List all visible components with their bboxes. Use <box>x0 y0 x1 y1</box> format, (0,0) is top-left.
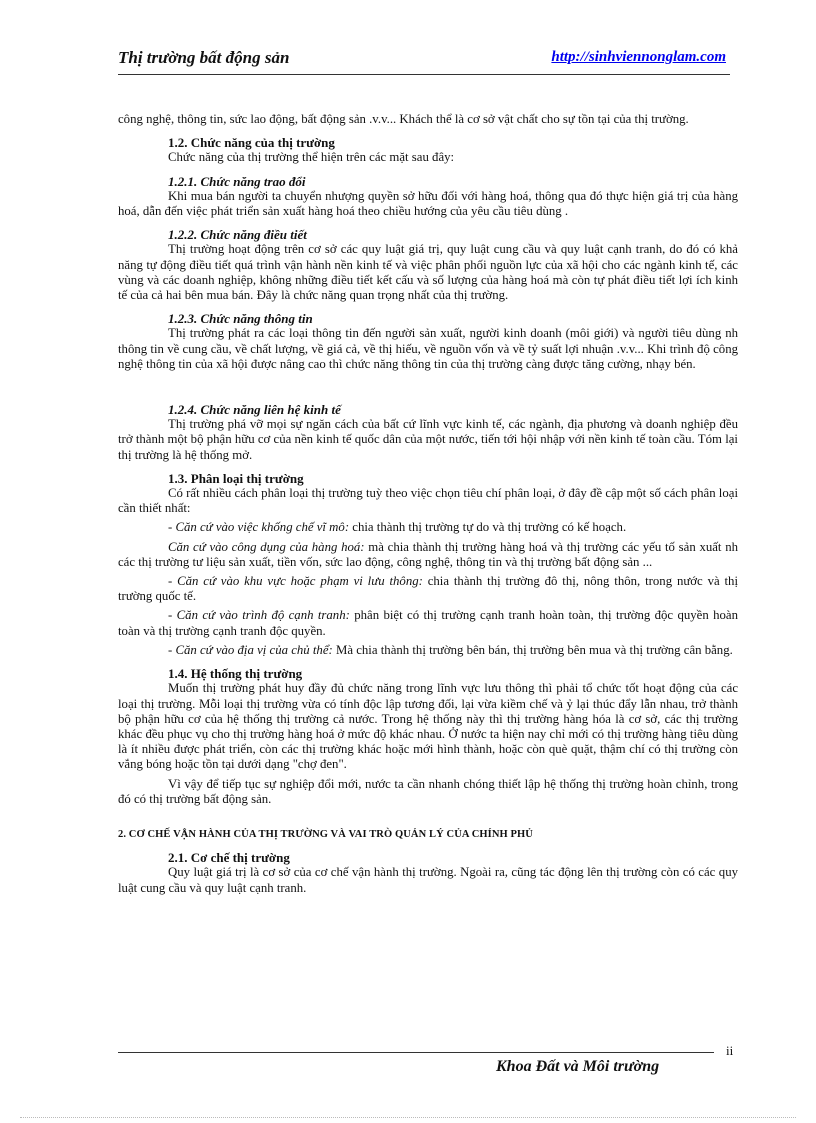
criterion-item <box>118 608 738 638</box>
header-url-link[interactable]: http://sinhviennonglam.com <box>551 49 726 65</box>
criterion-text: chia thành thị trường đô thị, nông thôn, trong nước và thị trường quốc tế. <box>118 574 738 604</box>
heading-1-2-4: 1.2.4. Chức năng liên hệ kinh tế <box>168 402 341 418</box>
criterion-item <box>118 643 738 658</box>
heading-1-2-2: 1.2.2. Chức năng điều tiết <box>168 227 307 243</box>
heading-1-2: 1.2. Chức năng của thị trường <box>168 135 335 151</box>
paragraph: Muốn thị trường phát huy đầy đủ chức năng trong lĩnh vực lưu thông thì phải tổ chức tốt hoạt động của các loại thị trường. Mỗi loại thị trường vừa có tính độc lập tương đối, lại vừa kiềm chế và ỷ lại thúc đẩy lẫn nhau, trở thành bộ phận hữu cơ của hệ thống thị trường cả nước. Trong hệ thống này thì thị trường hàng hóa là cơ sở, các thị trường khác đều phục vụ cho thị trường hàng hoá ở mức độ khác nhau. Ở nước ta hiện nay chỉ mới có thị trường hàng tiêu dùng là ít nhiều được phát triển, còn các thị trường khác hoặc mới hình thành, hoặc còn què quặt, thậm chí có thị trường còn vắng bóng hoặc tồn tại dưới dạng "chợ đen". <box>118 681 738 772</box>
heading-2-1: 2.1. Cơ chế thị trường <box>168 850 290 866</box>
criterion-label: - Căn cứ vào trình độ cạnh tranh: <box>168 608 350 623</box>
heading-1-3: 1.3. Phân loại thị trường <box>168 470 304 486</box>
paragraph: Có rất nhiều cách phân loại thị trường tuỳ theo việc chọn tiêu chí phân loại, ở đây đề cập một số cách phân loại cần thiết nhất: <box>118 486 738 516</box>
criterion-label: - Căn cứ vào việc khống chế vĩ mô: <box>168 520 350 535</box>
footer-divider <box>118 1052 714 1053</box>
paragraph: Thị trường phát ra các loại thông tin đến người sản xuất, người kinh doanh (môi giới) và người tiêu dùng nh thông tin về cung cầu, về chất lượng, về giá cả, về thị hiếu, về nguồn vốn và về tỷ suất lợi nhuận .v.v... Khi trình độ công nghệ thông tin của xã hội được nâng cao thì chức năng thông tin của thị trường càng được tăng cường, nhạy bén. <box>118 326 738 371</box>
criterion-item <box>118 520 738 535</box>
paragraph: Vì vậy để tiếp tục sự nghiệp đổi mới, nước ta cần nhanh chóng thiết lập hệ thống thị trường hoàn chỉnh, trong đó có thị trường bất động sản. <box>118 776 738 806</box>
paragraph: Khi mua bán người ta chuyển nhượng quyền sở hữu đối với hàng hoá, thông qua đó thực hiện giá trị của hàng hoá, dẫn đến việc phát triển sản xuất hàng hoá theo chiều hướng của yêu cầu tiêu dùng . <box>118 188 738 219</box>
header-title: Thị trường bất động sản <box>118 48 290 67</box>
criterion-label: Căn cứ vào công dụng của hàng hoá: <box>168 539 365 554</box>
paragraph: công nghệ, thông tin, sức lao động, bất động sản .v.v... Khách thể là cơ sở vật chất cho sự tồn tại của thị trường. <box>118 112 689 126</box>
criterion-label: - Căn cứ vào địa vị của chủ thể: <box>168 642 333 657</box>
header-divider <box>118 74 730 75</box>
paragraph: Chức năng của thị trường thể hiện trên các mặt sau đây: <box>168 150 455 165</box>
heading-1-2-3: 1.2.3. Chức năng thông tin <box>168 311 313 327</box>
paragraph: Thị trường phá vỡ mọi sự ngăn cách của bất cứ lĩnh vực kinh tế, các ngành, địa phương và doanh nghiệp đều trở thành một bộ phận hữu cơ của nền kinh tế quốc dân của một nước, tiến tới hội nhập với nền kinh tế toàn cầu. Tóm lại thị trường là hệ thống mở. <box>118 417 738 462</box>
criterion-item <box>118 574 738 604</box>
spacer <box>118 372 738 394</box>
page-edge-dots <box>20 1117 796 1118</box>
heading-1-4: 1.4. Hệ thống thị trường <box>168 666 303 682</box>
paragraph: Thị trường hoạt động trên cơ sở các quy luật giá trị, quy luật cung cầu và quy luật cạnh tranh, do đó có khả năng tự động điều tiết quá trình vận hành nền kinh tế và việc phân phối nguồn lực của xã hội cho các ngành kinh tế, các vùng và các doanh nghiệp, không những điều tiết kết cấu và số lượng của hàng hoá mà còn tự phát điều tiết lợi ích kinh tế của cả hai bên mua bán. Đây là chức năng quan trọng nhất của thị trường. <box>118 242 738 303</box>
criterion-text: mà chia thành thị trường hàng hoá và thị trường các yếu tố sản xuất nh các thị trường tư liệu sản xuất, tiền vốn, sức lao động, công nghệ, thông tin và thị trường bất động sản ... <box>118 539 739 569</box>
page-number: ii <box>726 1043 734 1058</box>
footer-department: Khoa Đất và Môi trường <box>496 1058 660 1075</box>
heading-1-2-1: 1.2.1. Chức năng trao đổi <box>168 173 306 189</box>
document-body <box>118 112 738 896</box>
criterion-item <box>118 540 738 570</box>
paragraph: Quy luật giá trị là cơ sở của cơ chế vận hành thị trường. Ngoài ra, cũng tác động lên thị trường còn có các quy luật cung cầu và quy luật cạnh tranh. <box>118 865 738 895</box>
criterion-text: Mà chia thành thị trường bên bán, thị trường bên mua và thị trường cân bằng. <box>332 642 733 657</box>
heading-section-2: 2. CƠ CHẾ VẬN HÀNH CỦA THỊ TRƯỜNG VÀ VAI TRÒ QUẢN LÝ CỦA CHÍNH PHỦ <box>118 828 533 840</box>
criterion-text: chia thành thị trường tự do và thị trường có kế hoạch. <box>349 520 627 535</box>
criterion-text: phân biệt có thị trường cạnh tranh hoàn toàn, thị trường độc quyền hoàn toàn và thị trường cạnh tranh độc quyền. <box>118 608 738 638</box>
criterion-label: - Căn cứ vào khu vực hoặc phạm vi lưu thông: <box>168 574 423 589</box>
